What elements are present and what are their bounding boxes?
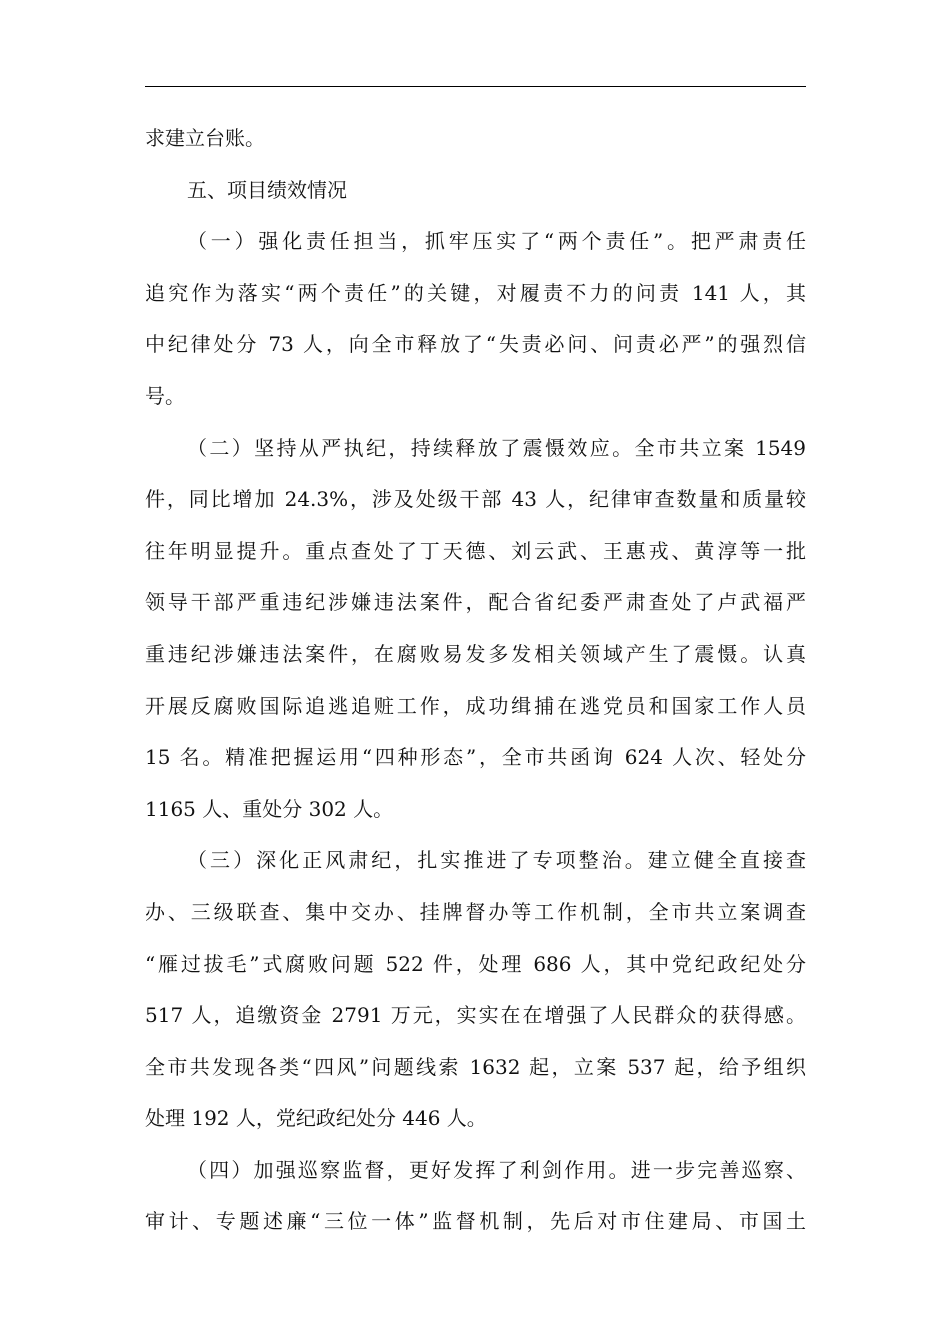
text-line: 办、三级联查、集中交办、挂牌督办等工作机制，全市共立案调查 [145,899,806,924]
text-line: 517 人，追缴资金 2791 万元，实实在在增强了人民群众的获得感。 [145,1003,806,1028]
text-line: （一）强化责任担当，抓牢压实了“两个责任”。把严肃责任 [187,229,806,254]
text-line: 追究作为落实“两个责任”的关键，对履责不力的问责 141 人，其 [145,280,806,305]
document-body [145,113,806,1248]
text-line: 号。 [145,383,185,408]
text-line: （二）坚持从严执纪，持续释放了震慑效应。全市共立案 1549 [187,435,806,460]
text-line: 审计、专题述廉“三位一体”监督机制，先后对市住建局、市国土 [145,1209,806,1234]
text-line: 中纪律处分 73 人，向全市释放了“失责必问、问责必严”的强烈信 [145,332,806,357]
text-line: 领导干部严重违纪涉嫌违法案件，配合省纪委严肃查处了卢武福严 [145,590,806,615]
text-line: 1165 人、重处分 302 人。 [145,796,394,821]
text-line: 15 名。精准把握运用“四种形态”，全市共函询 624 人次、轻处分 [145,745,806,770]
text-line: （四）加强巡察监督，更好发挥了利剑作用。进一步完善巡察、 [187,1157,806,1182]
text-line: 全市共发现各类“四风”问题线索 1632 起，立案 537 起，给予组织 [145,1054,806,1079]
text-line: “雁过拔毛”式腐败问题 522 件，处理 686 人，其中党纪政纪处分 [145,951,806,976]
text-line: 求建立台账。 [145,126,265,150]
text-line: 处理 192 人，党纪政纪处分 446 人。 [145,1106,487,1131]
text-line: （三）深化正风肃纪，扎实推进了专项整治。建立健全直接查 [187,848,806,873]
text-line: 件，同比增加 24.3%，涉及处级干部 43 人，纪律审查数量和质量较 [145,487,806,512]
text-line: 往年明显提升。重点查处了丁天德、刘云武、王惠戎、黄淳等一批 [145,538,806,563]
text-line: 开展反腐败国际追逃追赃工作，成功缉捕在逃党员和国家工作人员 [145,693,806,718]
text-line: 重违纪涉嫌违法案件，在腐败易发多发相关领域产生了震慑。认真 [145,641,806,666]
text-line: 五、项目绩效情况 [187,177,347,202]
header-rule [145,86,806,87]
